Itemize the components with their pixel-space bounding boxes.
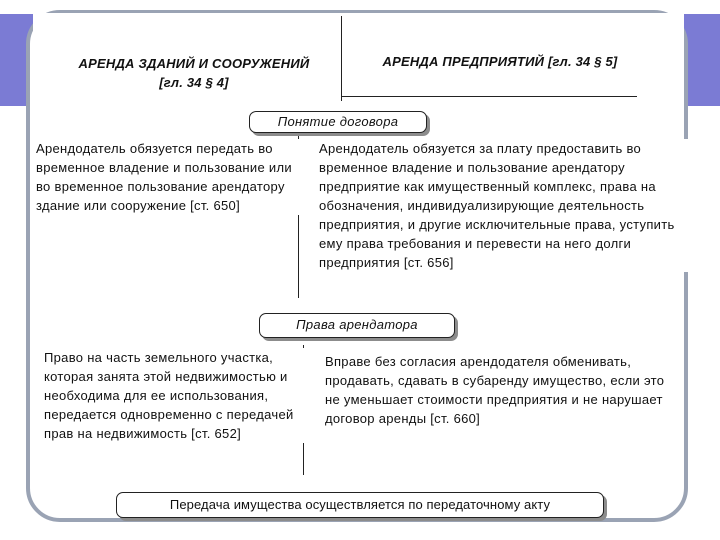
header-underline (341, 96, 637, 97)
left-title-ref: [гл. 34 § 4] (159, 75, 229, 90)
enterprise-rights-text: Вправе без согласия арендодателя обменивать, продавать, сдавать в субаренду имущество, если это не уменьшает стоимости предприятия и не нарушает договор аренды [ст. 660] (325, 352, 671, 428)
section-label-contract: Понятие договора (249, 111, 427, 133)
left-title-text: АРЕНДА ЗДАНИЙ И СООРУЖЕНИЙ (78, 56, 310, 71)
transfer-act-note: Передача имущества осуществляется по передаточному акту (116, 492, 604, 518)
right-column-title: АРЕНДА ПРЕДПРИЯТИЙ [гл. 34 § 5] (382, 54, 618, 69)
section-label-tenant-rights: Права арендатора (259, 313, 455, 338)
buildings-rights-text: Право на часть земельного участка, которая занята этой недвижимостью и необходима для ее использования, передается одновременно с передачей прав на недвижимость [ст. 652] (44, 348, 308, 443)
left-column-title (44, 54, 344, 92)
buildings-contract-text: Арендодатель обязуется передать во временное владение и пользование или во временное пользование арендатору здание или сооружение [ст. 650] (36, 139, 300, 215)
enterprise-contract-text: Арендодатель обязуется за плату предоставить во временное владение и пользование арендатору предприятие как имущественный комплекс, права на обозначения, индивидуализирующие деятельность предприятия, и другие исключительные права, уступить ему права требования и перевести на него долги предприятия [ст. 656] (319, 139, 689, 272)
